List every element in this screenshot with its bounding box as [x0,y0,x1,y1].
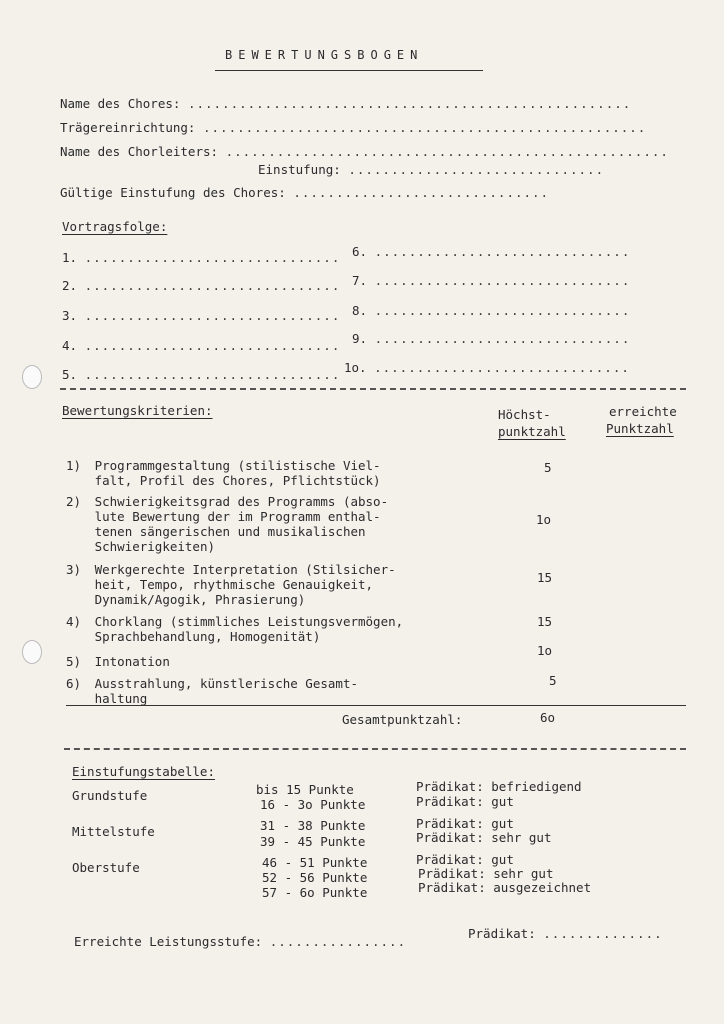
criterion-text: Chorklang (stimmliches Leistungsvermögen, [94,614,404,629]
criterion-number: 3) [66,562,82,577]
criteria-heading: Bewertungskriterien: [62,403,213,418]
total-label: Gesamtpunktzahl: [342,712,463,727]
program-dots[interactable]: .............................. [374,273,631,288]
program-dots[interactable]: .............................. [374,303,631,318]
program-dots[interactable]: .............................. [374,360,630,375]
criterion-number: 1) [66,458,82,473]
footer-label: Erreichte Leistungsstufe: [74,934,263,949]
section-divider-2 [64,748,686,750]
field-dots[interactable]: .................................................... [203,120,647,135]
punch-hole-bottom [22,640,42,664]
criterion-number: 5) [66,654,82,669]
criterion-1-max: 5 [544,460,552,475]
program-number: 7. [352,273,368,288]
level-grundstufe: Grundstufe [72,788,148,803]
field-label: Name des Chores: [60,96,181,111]
criterion-2-max: 1o [536,512,552,527]
field-chor-name [60,96,631,111]
program-dots[interactable]: .............................. [84,250,341,265]
grade-row [418,866,553,881]
grade-value: gut [491,816,514,831]
field-dots[interactable]: .............................. [348,162,605,177]
criterion-text: Werkgerechte Interpretation (Stilsicher- [94,562,396,577]
col-max-header-2: punktzahl [498,424,566,439]
criterion-6 [66,676,358,706]
program-dots[interactable]: .............................. [374,244,631,259]
grade-label: Prädikat: [418,866,486,881]
criterion-text: Sprachbehandlung, Homogenität) [94,629,321,644]
program-item-5 [62,367,340,382]
grade-row [416,794,514,809]
range-row: 57 - 6o Punkte [262,885,368,900]
program-number: 9. [352,331,368,346]
program-item-2 [62,278,340,293]
col-achieved-header-1: erreichte [609,404,677,419]
program-number: 5. [62,367,78,382]
criterion-1 [66,458,381,488]
grade-value: sehr gut [491,830,552,845]
range-row: 46 - 51 Punkte [262,855,368,870]
grade-label: Prädikat: [416,816,484,831]
grade-row [416,852,514,867]
field-label: Gültige Einstufung des Chores: [60,185,286,200]
program-item-10 [344,360,630,375]
footer-label: Prädikat: [468,926,536,941]
program-dots[interactable]: .............................. [84,338,341,353]
total-value: 6o [540,710,556,725]
field-dots[interactable]: .............................. [293,185,550,200]
program-heading: Vortragsfolge: [62,219,168,234]
program-number: 8. [352,303,368,318]
criterion-text: Schwierigkeitsgrad des Programms (abso- [94,494,389,509]
grade-label: Prädikat: [418,880,486,895]
criterion-text: haltung [94,691,148,706]
criterion-number: 4) [66,614,82,629]
level-oberstufe: Oberstufe [72,860,140,875]
criterion-text: Schwierigkeiten) [94,539,216,554]
footer-achieved-level [74,934,406,949]
grade-row [416,779,582,794]
criterion-5-max: 1o [537,643,553,658]
footer-grade [468,926,663,941]
criterion-text: heit, Tempo, rhythmische Genauigkeit, [94,577,374,592]
program-number: 3. [62,308,78,323]
program-item-4 [62,338,340,353]
level-mittelstufe: Mittelstufe [72,824,155,839]
field-label: Trägereinrichtung: [60,120,196,135]
program-number: 2. [62,278,78,293]
range-row: 39 - 45 Punkte [260,834,366,849]
criterion-text: tenen sängerischen und musikalischen [94,524,366,539]
criterion-6-max: 5 [549,673,557,688]
grade-label: Prädikat: [416,794,484,809]
criteria-total-rule [66,705,686,706]
criterion-number: 2) [66,494,82,509]
page-title: BEWERTUNGSBOGEN [225,48,424,62]
field-einstufung [258,162,604,177]
grade-row [418,880,591,895]
program-dots[interactable]: .............................. [84,278,341,293]
col-max-header-1: Höchst- [498,407,551,422]
program-number: 1. [62,250,78,265]
field-label: Einstufung: [258,162,341,177]
program-number: 6. [352,244,368,259]
program-dots[interactable]: .............................. [374,331,631,346]
criterion-text: Programmgestaltung (stilistische Viel- [94,458,381,473]
grade-label: Prädikat: [416,830,484,845]
grade-value: sehr gut [493,866,554,881]
punch-hole-top [22,365,42,389]
grade-row [416,830,551,845]
title-underline [215,70,483,71]
criterion-text: Intonation [94,654,170,669]
criterion-text: Dynamik/Agogik, Phrasierung) [94,592,306,607]
program-dots[interactable]: .............................. [84,308,341,323]
program-item-1 [62,250,340,265]
grade-value: befriedigend [491,779,582,794]
footer-dots[interactable]: ................ [269,934,407,949]
table-heading: Einstufungstabelle: [72,764,215,779]
criterion-3-max: 15 [537,570,553,585]
program-number: 4. [62,338,78,353]
criterion-number: 6) [66,676,82,691]
program-item-3 [62,308,340,323]
criterion-4 [66,614,403,644]
grade-row [416,816,514,831]
field-dots[interactable]: .................................................... [187,96,632,111]
criterion-3 [66,562,396,607]
section-divider [60,388,686,390]
grade-label: Prädikat: [416,779,484,794]
program-number: 1o. [344,360,367,375]
criterion-text: lute Bewertung der im Programm enthal- [94,509,381,524]
program-item-6 [352,244,630,259]
range-row: 31 - 38 Punkte [260,818,366,833]
program-dots[interactable]: .............................. [84,367,341,382]
range-row: 52 - 56 Punkte [262,870,368,885]
field-gueltige-einstufung [60,185,549,200]
field-label: Name des Chorleiters: [60,144,219,159]
range-row: bis 15 Punkte [256,782,354,797]
criterion-5 [66,654,170,669]
grade-value: gut [491,794,514,809]
field-traeger [60,120,646,135]
criterion-text: Ausstrahlung, künstlerische Gesamt- [94,676,358,691]
field-dots[interactable]: .................................................... [225,144,669,159]
field-chorleiter [60,144,669,159]
criterion-text: falt, Profil des Chores, Pflichtstück) [94,473,381,488]
range-row: 16 - 3o Punkte [260,797,366,812]
program-item-9 [352,331,630,346]
grade-value: gut [491,852,514,867]
program-item-8 [352,303,630,318]
program-item-7 [352,273,630,288]
col-achieved-header-2: Punktzahl [606,421,674,436]
grade-value: ausgezeichnet [493,880,592,895]
criterion-2 [66,494,388,554]
grade-label: Prädikat: [416,852,484,867]
footer-dots[interactable]: .............. [543,926,663,941]
criterion-4-max: 15 [537,614,553,629]
